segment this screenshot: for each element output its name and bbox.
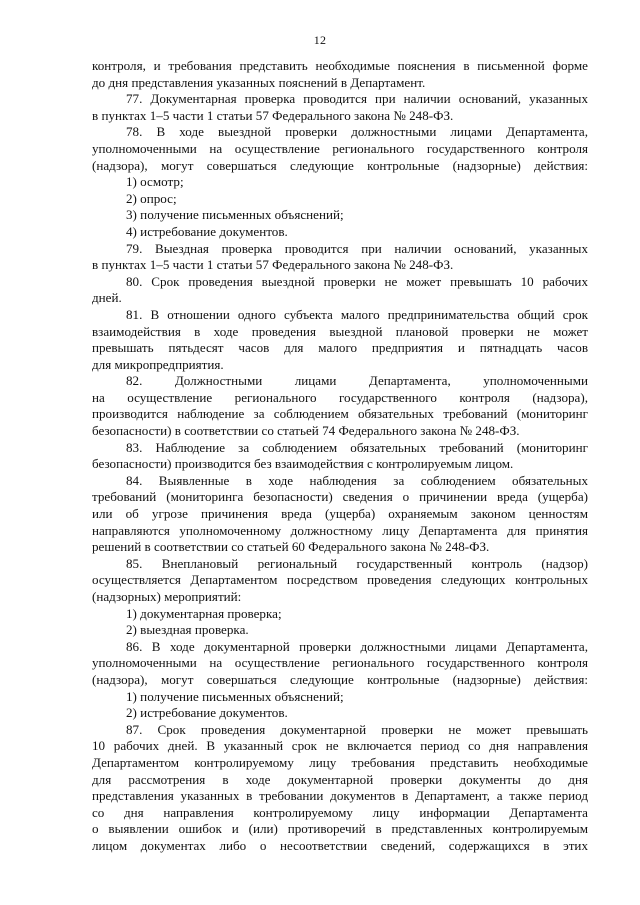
text-line: 2) опрос;	[126, 190, 177, 206]
text-line: 82. Должностными лицами Департамента, уполномоченными	[126, 373, 588, 389]
text-line: требований (мониторинга безопасности) сведения о причинении вреда (ущерба)	[92, 489, 588, 505]
text-line: 83. Наблюдение за соблюдением обязательных требований (мониторинг	[126, 439, 588, 455]
text-line: производится наблюдение за соблюдением обязательных требований (мониторинг	[92, 406, 588, 422]
text-line: решений в соответствии со статьей 60 Федерального закона № 248-ФЗ.	[92, 539, 490, 555]
page-number: 12	[313, 33, 327, 47]
text-line: 2) выездная проверка.	[126, 622, 249, 638]
text-line: 4) истребование документов.	[126, 223, 288, 239]
text-line: представления указанных в требовании документов в Департамент, а также период	[92, 788, 588, 804]
text-line: (надзора), могут совершаться следующие контрольные (надзорные) действия:	[92, 157, 588, 173]
text-line: в пунктах 1–5 части 1 статьи 57 Федерального закона № 248-ФЗ.	[92, 257, 454, 273]
text-line: уполномоченными на осуществление регионального государственного контроля	[92, 655, 588, 671]
text-line: 77. Документарная проверка проводится при наличии оснований, указанных	[126, 91, 588, 107]
text-line: 1) осмотр;	[126, 174, 184, 190]
text-line: 1) получение письменных объяснений;	[126, 688, 344, 704]
text-line: 1) документарная проверка;	[126, 605, 282, 621]
text-line: Департаментом контролируемому лицу требования представить необходимые	[92, 754, 588, 770]
document-body	[92, 58, 588, 855]
text-line: 3) получение письменных объяснений;	[126, 207, 344, 223]
text-line: (надзора), могут совершаться следующие контрольные (надзорные) действия:	[92, 671, 588, 687]
text-line: 2) истребование документов.	[126, 705, 288, 721]
text-line: безопасности) производится без взаимодействия с контролируемым лицом.	[92, 456, 514, 472]
text-line: 79. Выездная проверка проводится при наличии оснований, указанных	[126, 240, 588, 256]
text-line: 85. Внеплановый региональный государственный контроль (надзор)	[126, 555, 588, 571]
text-line: осуществляется Департаментом посредством проведения следующих контрольных	[92, 572, 588, 588]
text-line: 10 рабочих дней. В указанный срок не включается период со дня направления	[92, 738, 588, 754]
text-line: превышать пятьдесят часов для малого предприятия и пятнадцать часов	[92, 340, 588, 356]
text-line: безопасности) в соответствии со статьей 74 Федерального закона № 248-ФЗ.	[92, 423, 520, 439]
text-line: для рассмотрения в ходе документарной проверки документы до дня	[92, 771, 588, 787]
text-line: взаимодействия в ходе проведения выездной плановой проверки не может	[92, 323, 588, 339]
text-line: 78. В ходе выездной проверки должностными лицами Департамента,	[126, 124, 588, 140]
text-line: уполномоченными на осуществление регионального государственного контроля	[92, 140, 588, 156]
text-line: до дня представления указанных пояснений в Департамент.	[92, 74, 426, 90]
text-line: со дня направления контролируемому лицу информации Департамента	[92, 804, 588, 820]
text-line: (надзорных) мероприятий:	[92, 589, 242, 604]
text-line: 81. В отношении одного субъекта малого предпринимательства общий срок	[126, 306, 588, 322]
text-line: контроля, и требования представить необходимые пояснения в письменной форме	[92, 58, 588, 73]
text-line: дней.	[92, 290, 122, 306]
text-line: на осуществление регионального государственного контроля (надзора),	[92, 389, 588, 405]
text-line: направляются уполномоченному должностному лицу Департамента для принятия	[92, 522, 588, 538]
text-line: 86. В ходе документарной проверки должностными лицами Департамента,	[126, 638, 588, 654]
text-line: лицом документах либо о несоответствии сведений, содержащихся в этих	[92, 837, 588, 853]
text-line: 84. Выявленные в ходе наблюдения за соблюдением обязательных	[126, 472, 588, 488]
text-line: или об угрозе причинения вреда (ущерба) охраняемым законом ценностям	[92, 506, 588, 522]
text-line: в пунктах 1–5 части 1 статьи 57 Федерального закона № 248-ФЗ.	[92, 107, 454, 123]
text-line: о выявлении ошибок и (или) противоречий в представленных контролируемым	[92, 821, 588, 837]
text-line: для микропредприятия.	[92, 356, 224, 372]
text-line: 87. Срок проведения документарной проверки не может превышать	[126, 721, 588, 737]
text-line: 80. Срок проведения выездной проверки не может превышать 10 рабочих	[126, 273, 588, 289]
